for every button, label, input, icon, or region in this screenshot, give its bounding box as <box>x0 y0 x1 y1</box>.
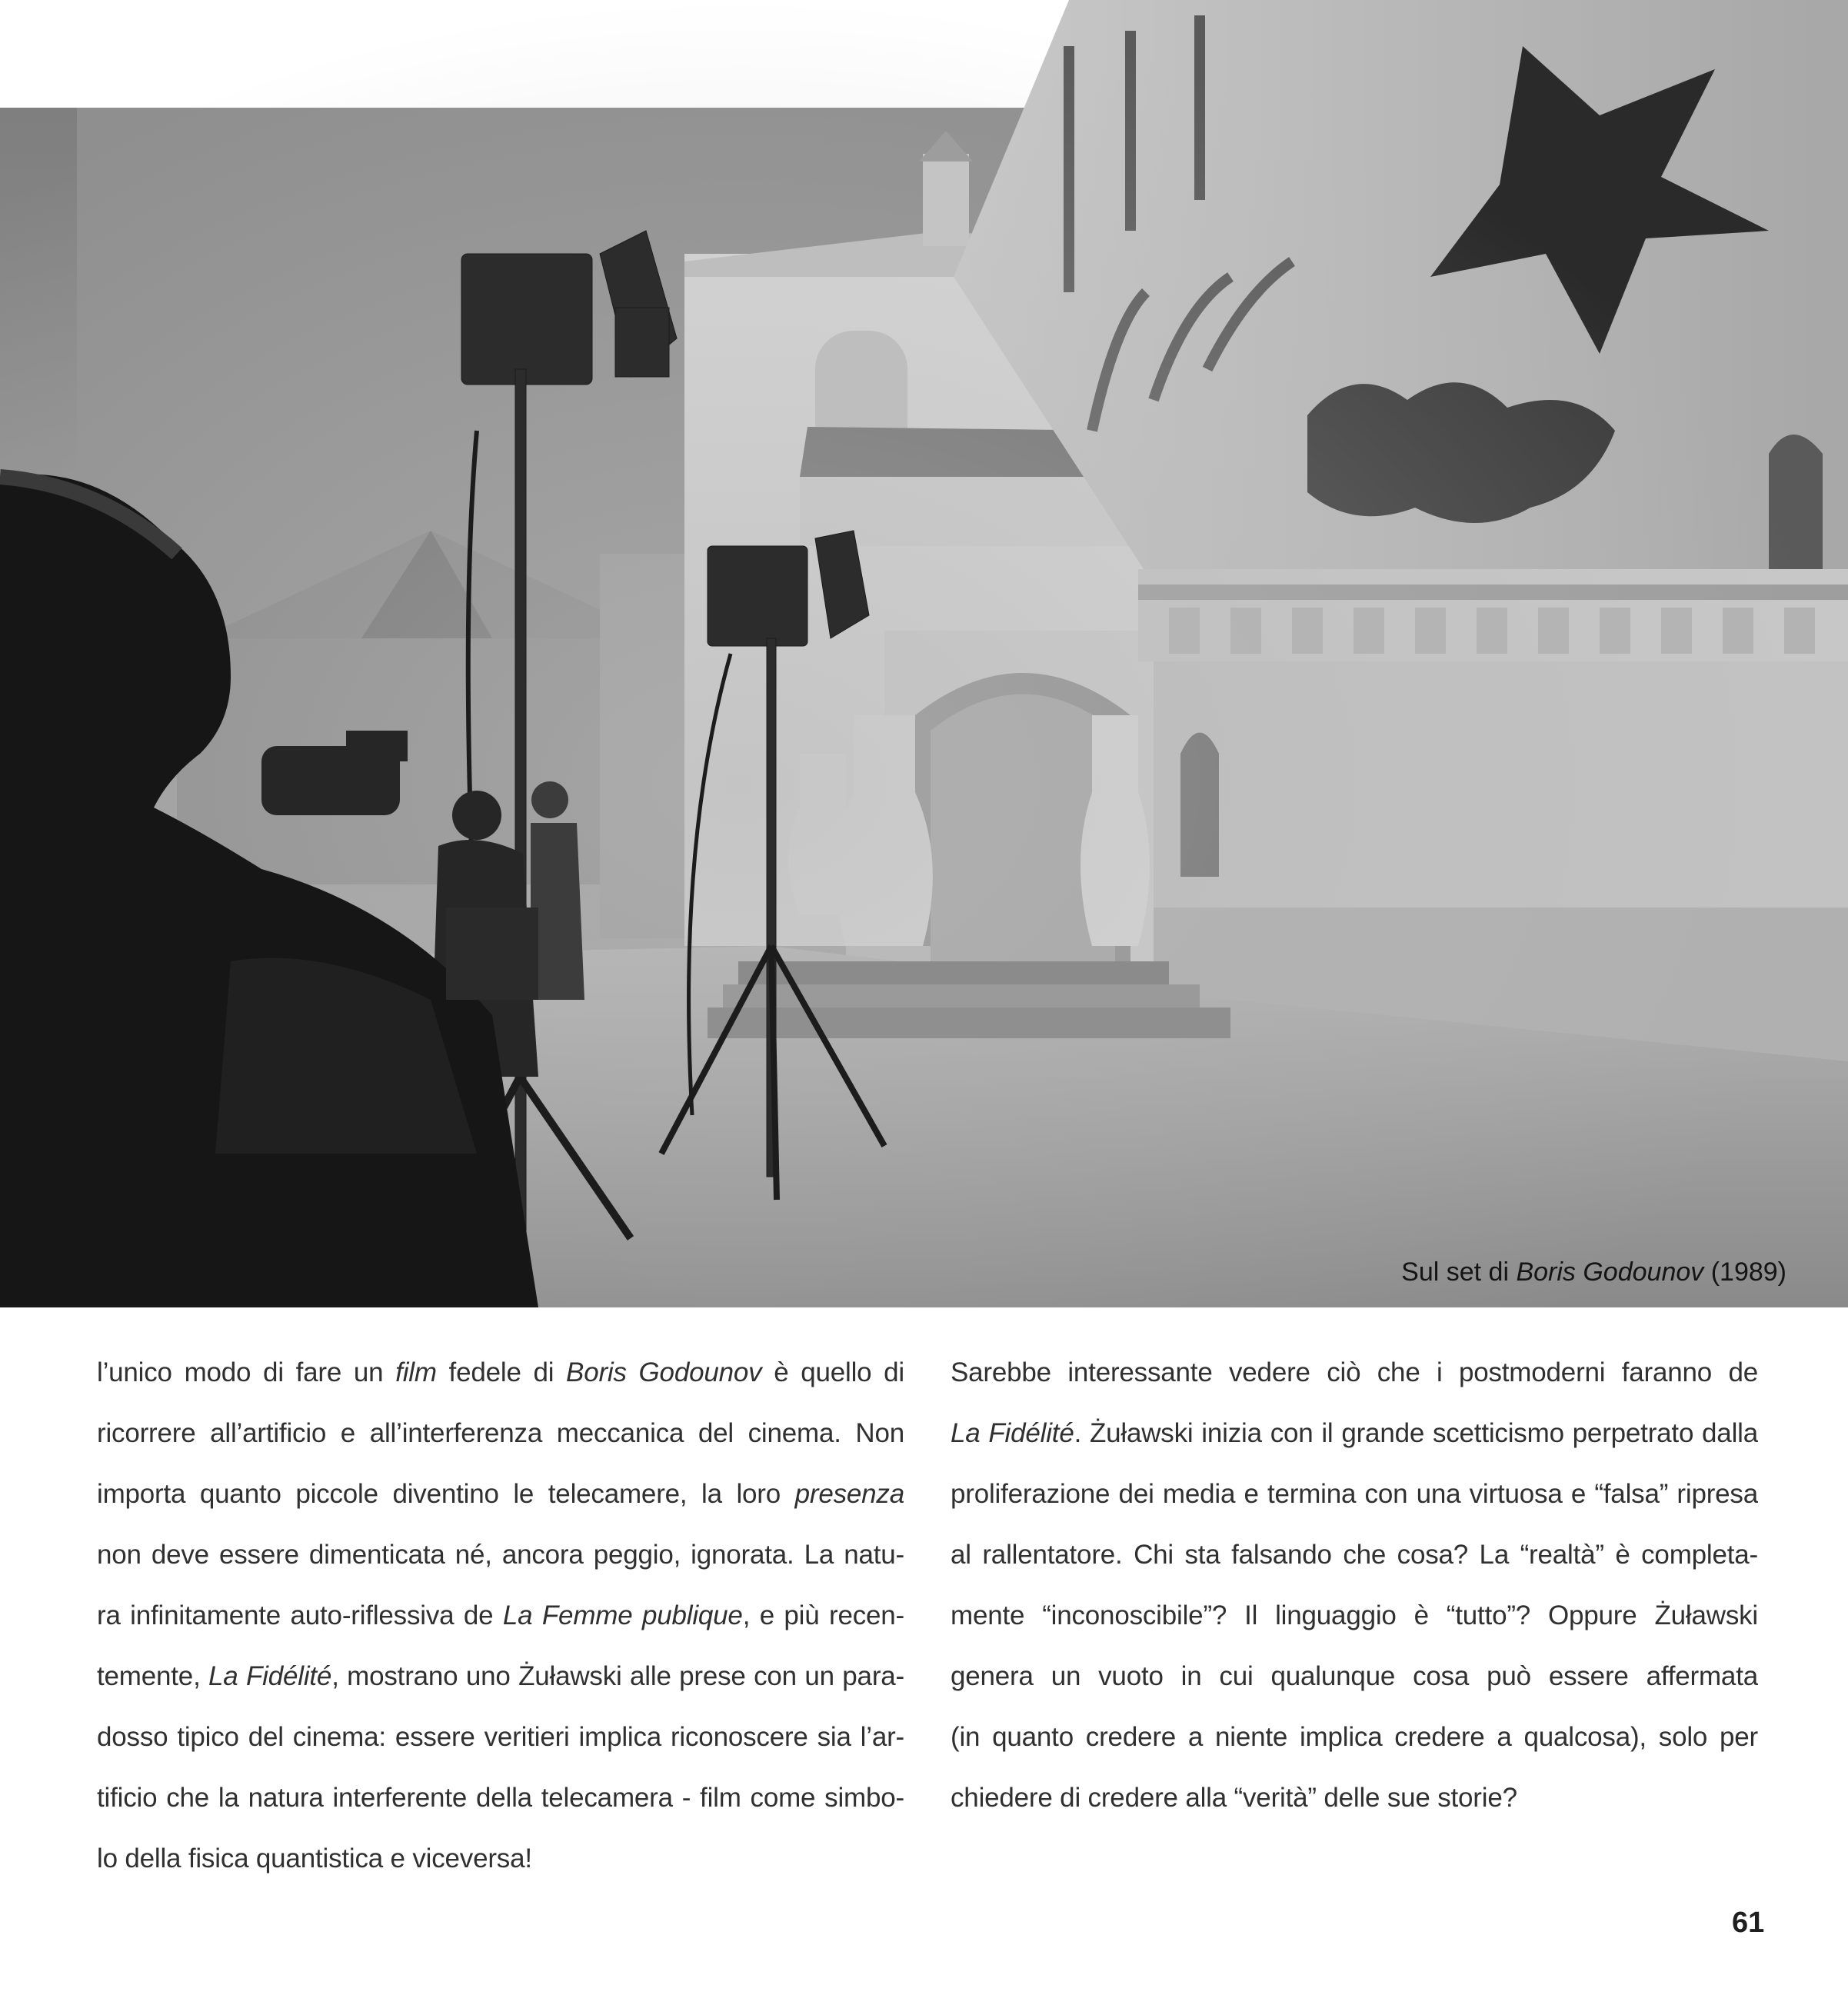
right_column-line <box>951 1464 1758 1524</box>
right_column-line <box>951 1524 1758 1585</box>
text-run: l’unico modo di fare un <box>97 1357 396 1387</box>
right_column-line <box>951 1646 1758 1707</box>
caption-prefix: Sul set di <box>1401 1257 1517 1287</box>
italic-text: La Fidélité <box>208 1661 332 1691</box>
left_column-line <box>97 1342 904 1403</box>
right_column-line <box>951 1585 1758 1646</box>
text-run: lo della fisica quantistica e viceversa! <box>97 1843 532 1873</box>
caption-year: (1989) <box>1703 1257 1786 1287</box>
text-run: proliferazione dei media e termina con una virtuosa e “falsa” ripresa <box>951 1479 1758 1509</box>
text-run: (in quanto credere a niente implica credere a qualcosa), solo per <box>951 1722 1758 1752</box>
left_column-line <box>97 1403 904 1464</box>
right_column-line <box>951 1767 1758 1828</box>
italic-text: Boris Godounov <box>566 1357 762 1387</box>
text-run: dosso tipico del cinema: essere veritieri implica riconoscere sia l’ar- <box>97 1722 904 1752</box>
text-run: non deve essere dimenticata né, ancora peggio, ignorata. La natu- <box>97 1540 904 1570</box>
text-run: genera un vuoto in cui qualunque cosa può essere affermata <box>951 1661 1758 1691</box>
page-number: 61 <box>1732 1907 1765 1939</box>
right_column-line <box>951 1342 1758 1403</box>
right_column-line <box>951 1403 1758 1464</box>
text-run: ra infinitamente auto-riflessiva de <box>97 1600 503 1630</box>
text-run: importa quanto piccole diventino le telecamere, la loro <box>97 1479 795 1509</box>
text-run: , mostrano uno Żuławski alle prese con un para- <box>331 1661 904 1691</box>
right-text-column <box>951 1342 1758 1828</box>
text-run: tificio che la natura interferente della telecamera - film come simbo- <box>97 1783 904 1813</box>
left_column-line <box>97 1828 904 1889</box>
left_column-line <box>97 1767 904 1828</box>
text-run: al rallentatore. Chi sta falsando che cosa? La “realtà” è completa- <box>951 1540 1758 1570</box>
text-run: , e più recen- <box>742 1600 904 1630</box>
italic-text: film <box>395 1357 437 1387</box>
left_column-line <box>97 1646 904 1707</box>
text-run: fedele di <box>436 1357 567 1387</box>
caption-film-title: Boris Godounov <box>1516 1257 1704 1287</box>
photo-caption <box>1401 1257 1786 1287</box>
right_column-line <box>951 1707 1758 1767</box>
left_column-line <box>97 1707 904 1767</box>
text-run: Sarebbe interessante vedere ciò che i postmoderni faranno de <box>951 1357 1758 1387</box>
italic-text: presenza <box>794 1479 904 1509</box>
left_column-line <box>97 1524 904 1585</box>
left-text-column <box>97 1342 904 1889</box>
text-run: ricorrere all’artificio e all’interferenza meccanica del cinema. Non <box>97 1418 904 1448</box>
text-run: temente, <box>97 1661 209 1691</box>
text-run: è quello di <box>761 1357 904 1387</box>
left_column-line <box>97 1585 904 1646</box>
text-run: . Żuławski inizia con il grande scetticismo perpetrato dalla <box>1074 1418 1758 1448</box>
italic-text: La Fidélité <box>951 1418 1074 1448</box>
text-run: chiedere di credere alla “verità” delle sue storie? <box>951 1783 1517 1813</box>
text-run: mente “inconoscibile”? Il linguaggio è “tutto”? Oppure Żuławski <box>951 1600 1758 1630</box>
italic-text: La Femme publique <box>502 1600 743 1630</box>
left_column-line <box>97 1464 904 1524</box>
